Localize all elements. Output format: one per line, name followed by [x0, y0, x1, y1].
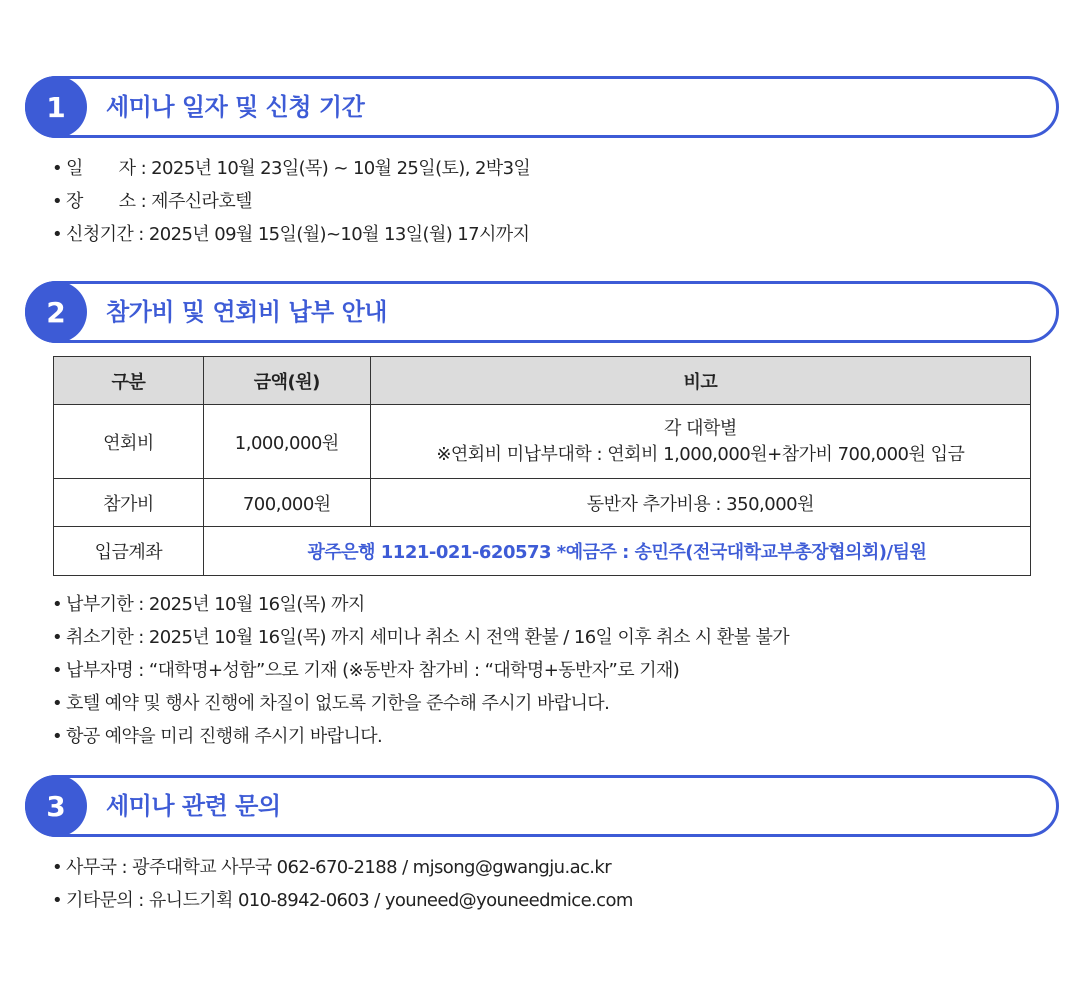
section-3-header	[25, 775, 1059, 837]
section-number-badge: 3	[25, 775, 87, 837]
section-number-badge: 1	[25, 76, 87, 138]
note-line: 각 대학별	[663, 417, 737, 439]
amount-cell: 1,000,000원	[203, 405, 370, 479]
fee-table	[53, 356, 1031, 576]
list-item	[52, 218, 530, 251]
section-title: 참가비 및 연회비 납부 안내	[106, 298, 387, 326]
list-item: • 기타문의 : 유니드기획 010-8942-0603 / youneed@youneedmice.com	[52, 884, 633, 917]
list-item: • 납부자명 : “대학명+성함”으로 기재 (※동반자 참가비 : “대학명+동반자”로 기재)	[52, 654, 789, 687]
schedule-label: 장 소	[66, 191, 136, 212]
column-header: 금액(원)	[203, 357, 370, 405]
list-item: • 사무국 : 광주대학교 사무국 062-670-2188 / mjsong@gwangju.ac.kr	[52, 851, 633, 884]
table-row	[54, 479, 1031, 527]
category-cell: 참가비	[54, 479, 204, 527]
table-row	[54, 527, 1031, 576]
note-cell: 동반자 추가비용 : 350,000원	[370, 479, 1030, 527]
schedule-value: : 2025년 09월 15일(월)~10월 13일(월) 17시까지	[133, 224, 530, 245]
note-line: ※연회비 미납부대학 : 연회비 1,000,000원+참가비 700,000원 입금	[436, 443, 965, 465]
contacts-list	[52, 851, 633, 917]
column-header: 구분	[54, 357, 204, 405]
category-cell: 입금계좌	[54, 527, 204, 576]
schedule-label: 일 자	[66, 158, 136, 179]
schedule-value: : 2025년 10월 23일(목) ~ 10월 25일(토), 2박3일	[135, 158, 531, 179]
list-item: • 납부기한 : 2025년 10월 16일(목) 까지	[52, 588, 789, 621]
category-cell: 연회비	[54, 405, 204, 479]
list-item: • 호텔 예약 및 행사 진행에 차질이 없도록 기한을 준수해 주시기 바랍니다.	[52, 687, 789, 720]
list-item: • 항공 예약을 미리 진행해 주시기 바랍니다.	[52, 720, 789, 753]
schedule-label: 신청기간	[66, 224, 134, 245]
payment-notes-list	[52, 588, 789, 753]
amount-cell: 700,000원	[203, 479, 370, 527]
list-item	[52, 185, 530, 218]
section-1-header	[25, 76, 1059, 138]
note-cell	[370, 405, 1030, 479]
section-title: 세미나 관련 문의	[106, 792, 281, 820]
section-2-header	[25, 281, 1059, 343]
section-title: 세미나 일자 및 신청 기간	[106, 93, 365, 121]
list-item: • 취소기한 : 2025년 10월 16일(목) 까지 세미나 취소 시 전액 환불 / 16일 이후 취소 시 환불 불가	[52, 621, 789, 654]
schedule-value: : 제주신라호텔	[135, 191, 252, 212]
table-row	[54, 405, 1031, 479]
bank-account-cell: 광주은행 1121-021-620573 *예금주 : 송민주(전국대학교부총장협의회)/팀원	[203, 527, 1030, 576]
table-header-row	[54, 357, 1031, 405]
list-item	[52, 152, 530, 185]
column-header: 비고	[370, 357, 1030, 405]
schedule-list	[52, 152, 530, 251]
section-number-badge: 2	[25, 281, 87, 343]
